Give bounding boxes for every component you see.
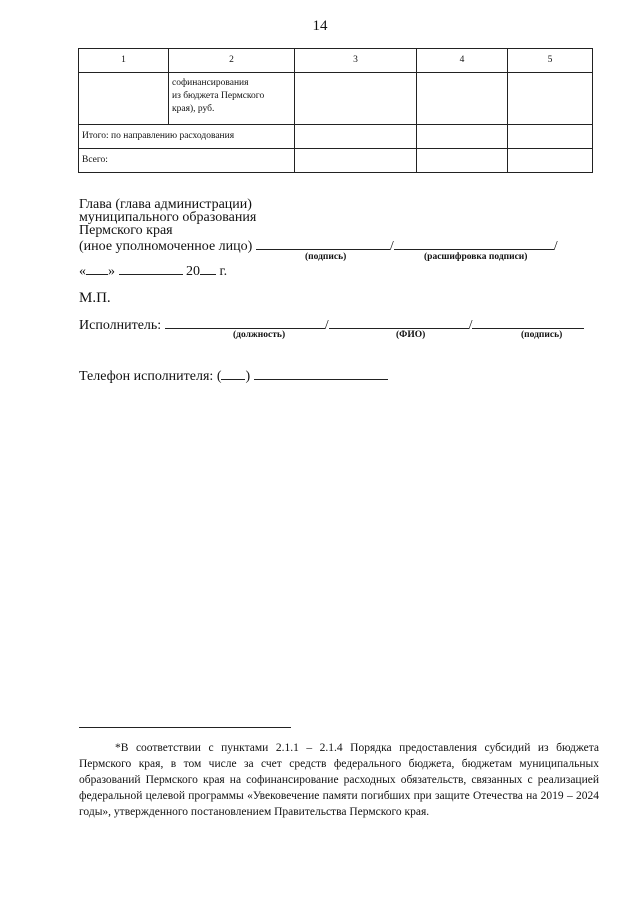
executor-row	[79, 316, 584, 334]
column-header: 1	[79, 49, 169, 73]
signature-field[interactable]	[256, 237, 390, 250]
table-row-total-direction	[79, 125, 593, 149]
cell-text-line: из бюджета Пермского	[172, 91, 265, 101]
date-month-field[interactable]	[119, 262, 183, 275]
column-header: 3	[295, 49, 417, 73]
caption-position: (должность)	[233, 330, 286, 340]
table-cell-cofinancing	[169, 73, 295, 125]
signer-title-line: Глава (глава администрации)	[79, 197, 252, 212]
signer-title-text: (иное уполномоченное лицо)	[79, 239, 253, 254]
table-cell[interactable]	[295, 125, 417, 149]
quote-open: «	[79, 264, 86, 279]
table-cell[interactable]	[508, 125, 593, 149]
caption-decoding: (расшифровка подписи)	[424, 252, 528, 262]
table-header-row	[79, 49, 593, 73]
phone-code-field[interactable]	[221, 367, 245, 380]
footnote	[79, 740, 599, 820]
caption-name: (ФИО)	[396, 330, 426, 340]
phone-label: Телефон исполнителя:	[79, 369, 214, 384]
date-day-field[interactable]	[86, 262, 108, 275]
phone-row	[79, 367, 388, 385]
executor-label: Исполнитель:	[79, 318, 162, 333]
paren-close: )	[245, 369, 251, 384]
executor-name-field[interactable]	[329, 316, 469, 329]
caption-signature: (подпись)	[521, 330, 563, 340]
table-cell[interactable]	[508, 73, 593, 125]
cell-text-line: края), руб.	[172, 104, 215, 114]
footnote-text: В соответствии с пунктами 2.1.1 – 2.1.4 Порядка предоставления субсидий из бюджета Пермского края, в том числе за счет средств федерального бюджета, бюджетам муниципальных образований Пермского края на софинансирование расходных обязательств, связанных с реализацией федеральной целевой программы «Увековечение памяти погибших при защите Отечества на 2019 – 2024 годы», утвержденного постановлением Правительства Пермского края.	[79, 742, 599, 818]
caption-signature: (подпись)	[305, 252, 347, 262]
signature-block	[79, 198, 558, 253]
slash: /	[468, 318, 473, 333]
expenses-table	[78, 48, 593, 173]
column-header: 5	[508, 49, 593, 73]
column-header: 4	[417, 49, 508, 73]
executor-position-field[interactable]	[165, 316, 325, 329]
page-number: 14	[312, 18, 328, 34]
table-cell[interactable]	[417, 125, 508, 149]
row-label: Итого: по направлению расходования	[79, 125, 295, 149]
phone-number-field[interactable]	[254, 367, 388, 380]
paren-open: (	[216, 369, 222, 384]
table-cell[interactable]	[417, 149, 508, 173]
slash: /	[553, 239, 558, 254]
signature-decoding-field[interactable]	[394, 237, 554, 250]
table-cell[interactable]	[79, 73, 169, 125]
table-cell[interactable]	[295, 73, 417, 125]
footnote-marker: *	[115, 742, 121, 754]
footnote-divider	[79, 727, 291, 728]
date-year-field[interactable]	[200, 262, 216, 275]
signer-title-line: муниципального образования	[79, 210, 257, 225]
table-cell[interactable]	[417, 73, 508, 125]
signer-title-line	[79, 237, 558, 253]
table-cell[interactable]	[508, 149, 593, 173]
signer-title-line: Пермского края	[79, 223, 173, 238]
stamp-place: М.П.	[79, 290, 111, 306]
cell-text-line: софинансирования	[172, 78, 249, 88]
slash: /	[324, 318, 329, 333]
table-cell[interactable]	[295, 149, 417, 173]
table-row	[79, 73, 593, 125]
column-header: 2	[169, 49, 295, 73]
row-label: Всего:	[79, 149, 295, 173]
slash: /	[389, 239, 394, 254]
year-prefix: 20	[186, 264, 200, 279]
date-row	[79, 262, 227, 280]
year-suffix: г.	[219, 264, 228, 279]
table-row-total	[79, 149, 593, 173]
executor-signature-field[interactable]	[472, 316, 584, 329]
quote-close: »	[108, 264, 115, 279]
